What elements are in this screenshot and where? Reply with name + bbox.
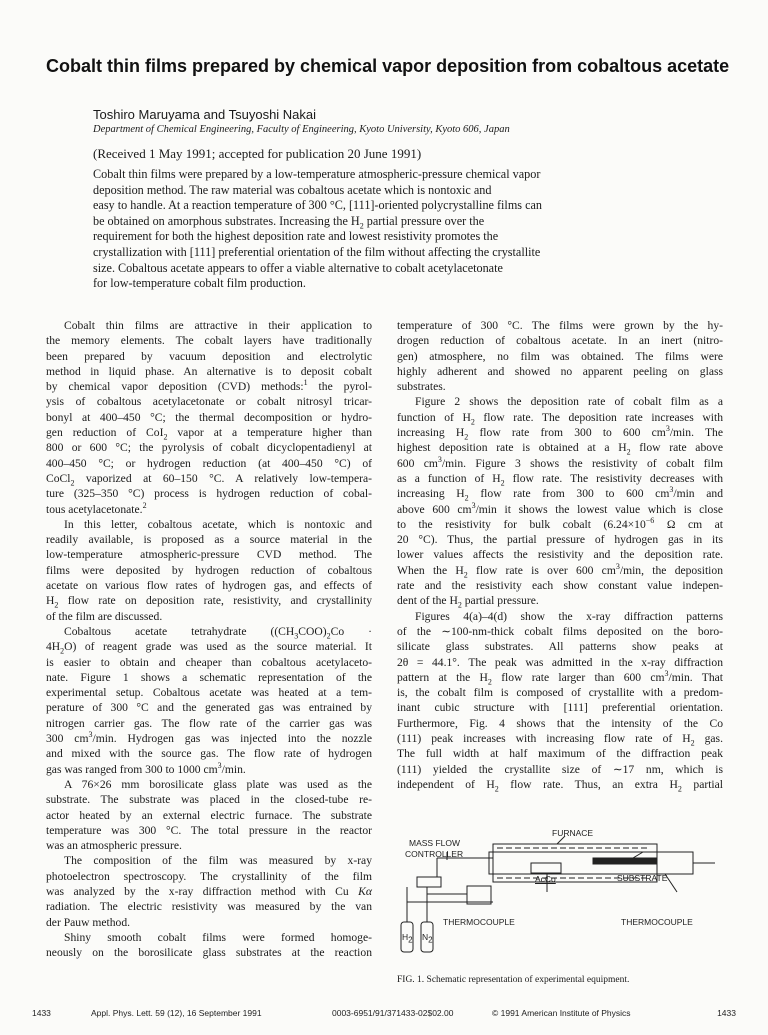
body-line: dent of the $H_2$ partial pressure.: [397, 594, 539, 610]
mass-flow-label: MASS FLOW: [409, 838, 461, 848]
body-line: Figures 4(a)–4(d) show the x-ray diffraction patterns: [415, 609, 723, 623]
thermocouple-label-right: THERMOCOUPLE: [621, 917, 693, 927]
body-line: Cobaltous acetate tetrahydrate ($(CH_3COO)_2Co$ ·: [64, 624, 372, 641]
body-line: lower values affects the resistivity and the deposition rate.: [397, 548, 723, 562]
substrate-label: SUBSTRATE: [617, 873, 668, 883]
body-line: 400–450 °C; or hydrogen reduction (at 400–450 °C) of: [46, 456, 372, 470]
body-line: temperature was 300 °C. The total pressure in the reactor: [46, 823, 372, 837]
body-line: independent of $H_2$ flow rate. Thus, an extra $H_2$ partial: [397, 777, 724, 794]
body-line: experimental setup. Cobaltous acetate was heated at a tem-: [46, 686, 372, 700]
abstract-line: for low-temperature cobalt film production.: [93, 276, 306, 291]
page-number-right: 1433: [717, 1008, 736, 1018]
abstract-line: deposition method. The raw material was cobaltous acetate which is nontoxic and: [93, 182, 492, 197]
body-line: low-temperature atmospheric-pressure CVD method. The: [46, 548, 372, 562]
page-number-left: 1433: [32, 1008, 51, 1018]
body-line: $H_2$ flow rate on deposition rate, resistivity, and crystallinity: [46, 594, 372, 610]
journal-citation: Appl. Phys. Lett. 59 (12), 16 September 1991: [91, 1008, 262, 1018]
controller-label: CONTROLLER: [405, 849, 464, 859]
body-line: tous acetylacetonate.$^2$: [46, 500, 147, 516]
n2-label: $N_2$: [422, 932, 433, 945]
body-line: drogen reduction of cobaltous acetate. In an inert (nitro-: [397, 334, 723, 348]
acco-label: AcCo: [535, 874, 556, 884]
body-line: CoCl$_2$ vaporized at 60–150 °C. A relatively low-tempera-: [46, 471, 372, 488]
body-line: method in liquid phase. An alternative is to deposit cobalt: [46, 364, 372, 378]
body-line: ysis of cobaltous acetylacetonate or cobalt nitrosyl tricar-: [46, 395, 372, 409]
page-footer: [32, 1007, 736, 1021]
mixing-nozzle: [467, 886, 491, 904]
furnace-label: FURNACE: [552, 828, 594, 838]
body-line: perature of 300 °C and the generated gas was entrained by: [46, 701, 372, 715]
body-line: When the $H_2$ flow rate is over 600 $cm^3/\min$, the deposition: [397, 561, 723, 580]
body-line: inant cubic structure with [111] preferential orientation.: [397, 701, 723, 715]
body-column-left: [46, 318, 372, 960]
body-line: the memory elements. The cobalt layers have traditionally: [46, 334, 372, 348]
body-line: as a function of $H_2$ flow rate. The resistivity decreases with: [397, 471, 723, 488]
body-line: The composition of the film was measured by x-ray: [64, 854, 372, 868]
body-line: increasing $H_2$ flow rate from 300 to 600 $cm^3/\min$ and: [397, 485, 723, 503]
body-line: substrates.: [397, 380, 446, 394]
body-line: 20 °C). Thus, the partial pressure of hydrogen gas in its: [397, 533, 723, 547]
body-line: was an atmospheric pressure.: [46, 839, 182, 853]
body-line: acetate on various flow rates of hydrogen gas, and effects of: [46, 579, 372, 593]
body-line: nate. Figure 1 shows a schematic representation of the: [46, 670, 372, 684]
figure-caption: FIG. 1. Schematic representation of experimental equipment.: [397, 975, 630, 985]
body-line: A 76×26 mm borosilicate glass plate was used as the: [64, 777, 372, 791]
body-column-right: [397, 318, 723, 792]
body-line: Shiny smooth cobalt films were formed homoge-: [64, 930, 372, 944]
body-line: photoelectron spectroscopy. The crystallinity of the film: [46, 869, 372, 883]
body-line: was analyzed by the x-ray diffraction method with Cu Kα: [46, 884, 372, 898]
abstract-line: crystallization with [111] preferential orientation of the film without affecting the crystallite: [93, 244, 541, 259]
body-line: The full width at half maximum of the diffraction peak: [397, 747, 723, 761]
body-line: 600 $cm^3/\min$. Figure 3 shows the resistivity of cobalt film: [397, 454, 723, 470]
abstract-line: easy to handle. At a reaction temperature of 300 °C, [111]-oriented polycrystalline films can: [93, 198, 543, 213]
body-line: of the ∼100-nm-thick cobalt films deposited on the boro-: [397, 624, 723, 638]
body-line: to the resistivity for bulk cobalt ($6.24\times 10^{-6}$ Ω cm at: [397, 516, 724, 531]
body-line: radiation. The electric resistivity was measured by the van: [46, 900, 372, 914]
body-line: 300 $cm^3/\min$. Hydrogen gas was injected into the nozzle: [46, 730, 372, 746]
abstract-line: size. Cobaltous acetate appears to offer a viable alternative to cobalt acetylacetonate: [93, 260, 503, 275]
body-line: $4H_2O$) of reagent grade was used as the source material. It: [46, 640, 372, 656]
body-line: readily available, is proposed as a source material in the: [46, 533, 372, 547]
received-dates: (Received 1 May 1991; accepted for publication 20 June 1991): [93, 146, 422, 161]
body-line: temperature of 300 °C. The films were grown by the hy-: [397, 319, 723, 332]
abstract-line: requirement for both the highest deposition rate and lowest resistivity promotes the: [93, 229, 499, 244]
body-line: gen reduction of CoI$_2$ vapor at a temperature higher than: [46, 426, 372, 442]
article-title: Cobalt thin films prepared by chemical vapor deposition from cobaltous acetate: [46, 56, 730, 76]
body-line: been prepared by vacuum deposition and electrolytic: [46, 349, 372, 363]
author-list: Toshiro Maruyama and Tsuyoshi Nakai: [93, 107, 317, 122]
substrate-plate: [593, 858, 657, 864]
body-line: and mixed with the source gas. The flow rate of hydrogen: [46, 747, 372, 761]
thermocouple-label-left: THERMOCOUPLE: [443, 917, 515, 927]
body-line: is easier to obtain and cheaper than cobaltous acetylaceto-: [46, 655, 372, 669]
body-line: (111) peak increases with increasing flow rate of $H_2$ gas.: [397, 732, 723, 748]
body-line: Cobalt thin films are attractive in their application to: [64, 319, 372, 332]
body-line: In this letter, cobaltous acetate, which is nontoxic and: [64, 517, 372, 531]
body-line: Furthermore, Fig. 4 shows that the intensity of the Co: [397, 716, 723, 730]
body-line: Figure 2 shows the deposition rate of cobalt film as a: [415, 395, 723, 409]
figure-1-schematic: [397, 822, 723, 972]
body-line: nitrogen carrier gas. The flow rate of the carrier gas was: [46, 716, 372, 730]
copyright-notice: © 1991 American Institute of Physics: [492, 1008, 631, 1018]
body-line: increasing $H_2$ flow rate from 300 to 600 $cm^3/\min$. The: [397, 424, 723, 442]
source-boat: [531, 863, 561, 873]
body-line: highest deposition rate is obtained at a $H_2$ flow rate above: [397, 441, 723, 457]
body-line: highly adherent and showed no apparent peeling on glass: [397, 364, 723, 378]
body-line: gen) atmosphere, no film was obtained. The films were: [397, 349, 723, 363]
body-line: above 600 $cm^3/\min$ it shows the lowest value which is close: [397, 500, 723, 516]
body-line: silicate glass substrates. All patterns show peaks at: [397, 640, 723, 654]
abstract-line: Cobalt thin films were prepared by a low-temperature atmospheric-pressure chemical vapor: [93, 167, 541, 181]
body-line: neously on the borosilicate glass substrates at the reaction: [46, 946, 372, 960]
body-line: 800 or 600 °C; the pyrolysis of cobalt dicyclopentadienyl at: [46, 441, 372, 455]
body-line: by chemical vapor deposition (CVD) methods:$^1$ the pyrol-: [46, 378, 373, 394]
body-line: (111) yielded the crystallite size of ∼17 nm, which is: [397, 762, 723, 776]
body-line: 2θ = 44.1°. The peak was admitted in the x-ray diffraction: [397, 655, 723, 669]
body-line: rate and the resistivity each show constant value indepen-: [397, 579, 723, 593]
body-line: ture (325–350 °C) process is hydrogen reduction of cobal-: [46, 487, 372, 501]
body-line: actor heated by an external electric furnace. The substrate: [46, 808, 372, 822]
affiliation: Department of Chemical Engineering, Faculty of Engineering, Kyoto University, Kyoto 606, Japan: [93, 124, 510, 135]
h2-label: $H_2$: [402, 932, 413, 945]
body-line: pattern at the $H_2$ flow rate larger than 600 $cm^3/\min$. That: [397, 668, 723, 687]
article-code: 0003-6951/91/371433-02$02.00: [332, 1008, 454, 1018]
body-line: films were deposited by hydrogen reduction of cobaltous: [46, 563, 372, 577]
body-line: is, the cobalt film is composed of crystallite with a predom-: [397, 686, 723, 700]
body-line: bonyl at 400–450 °C; the thermal decomposition or hydro-: [46, 410, 372, 424]
body-line: of the film are discussed.: [46, 609, 163, 623]
abstract: [93, 167, 653, 292]
body-line: function of $H_2$ flow rate. The deposition rate increases with: [397, 410, 723, 427]
abstract-line: be obtained on amorphous substrates. Increasing the $H_2$ partial pressure over the: [93, 213, 485, 231]
reactor-tube: [489, 852, 693, 874]
body-line: substrate. The substrate was placed in the closed-tube re-: [46, 793, 372, 807]
body-line: der Pauw method.: [46, 915, 131, 929]
body-line: gas was ranged from 300 to 1000 $cm^3/\min$.: [46, 760, 246, 776]
